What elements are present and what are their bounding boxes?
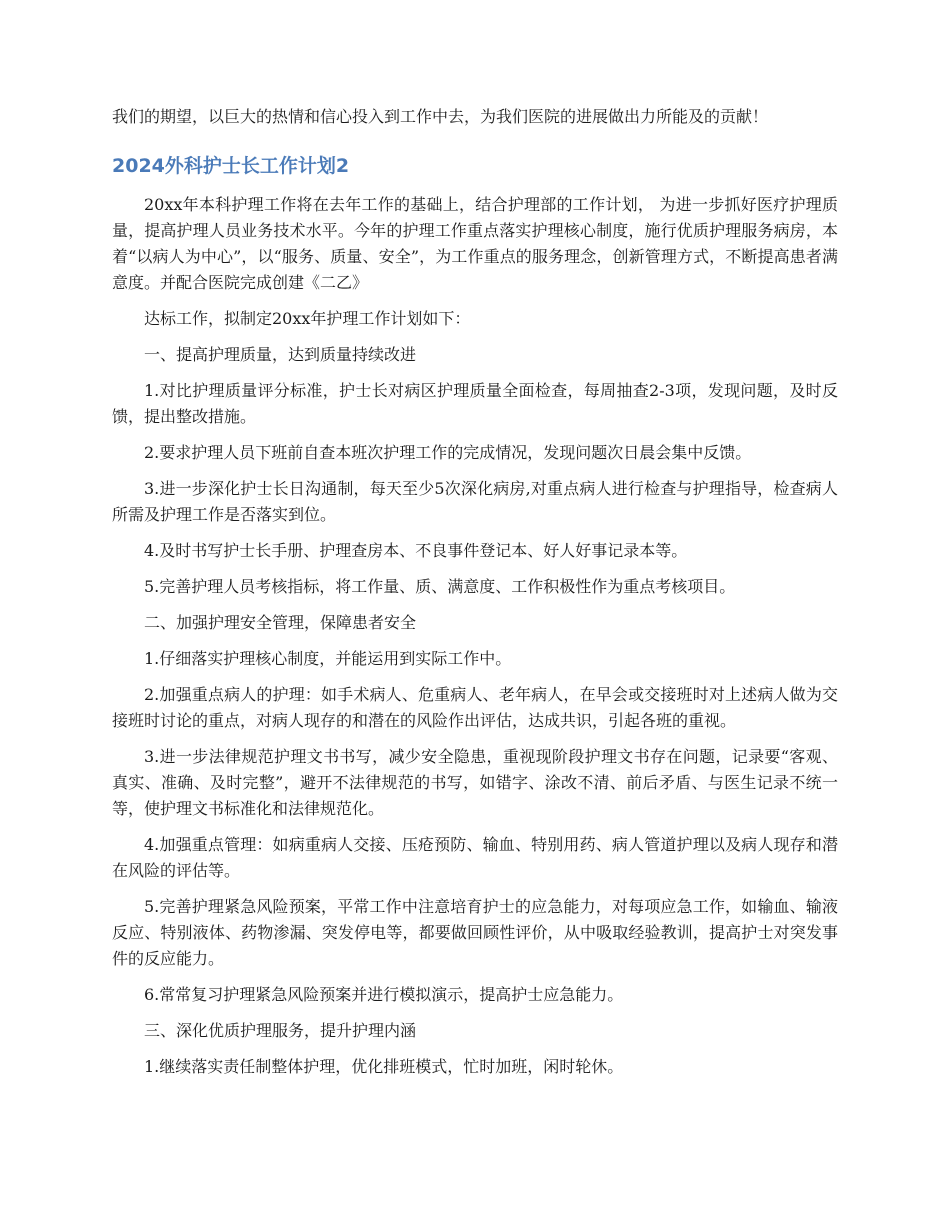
body-paragraph: 2.要求护理人员下班前自查本班次护理工作的完成情况，发现问题次日晨会集中反馈。 [144,443,752,462]
body-paragraph: 6.常常复习护理紧急风险预案并进行模拟演示，提高护士应急能力。 [144,985,624,1004]
body-paragraph: 20xx年本科护理工作将在去年工作的基础上，结合护理部的工作计划， 为进一步抓好医疗护理质量，提高护理人员业务技术水平。今年的护理工作重点落实护理核心制度，施行优质护理服务病房，本着“以病人为中心”，以“服务、质量、安全”，为工作重点的服务理念，创新管理方式，不断提高患者满意度。并配合医院完成创建《二乙》 [112,195,838,292]
document-page [112,104,838,1090]
body-paragraph: 三、深化优质护理服务，提升护理内涵 [144,1021,417,1040]
body-paragraph: 5.完善护理人员考核指标，将工作量、质、满意度、工作积极性作为重点考核项目。 [144,577,736,596]
body-paragraph: 达标工作，拟制定20xx年护理工作计划如下： [144,309,471,328]
body-paragraph: 1.对比护理质量评分标准，护士长对病区护理质量全面检查，每周抽查2-3项，发现问题，及时反馈，提出整改措施。 [112,381,838,426]
body-paragraph: 1.继续落实责任制整体护理，优化排班模式，忙时加班，闲时轮休。 [144,1057,624,1076]
body-paragraph: 一、提高护理质量，达到质量持续改进 [144,345,417,364]
body-paragraph: 3.进一步深化护士长日沟通制，每天至少5次深化病房,对重点病人进行检查与护理指导，检查病人所需及护理工作是否落实到位。 [112,479,838,524]
intro-tail-paragraph: 我们的期望，以巨大的热情和信心投入到工作中去，为我们医院的进展做出力所能及的贡献！ [112,107,769,126]
section-title: 2024外科护士长工作计划2 [112,155,350,177]
body-paragraph: 3.进一步法律规范护理文书书写，减少安全隐患，重视现阶段护理文书存在问题，记录要“客观、真实、准确、及时完整”，避开不法律规范的书写，如错字、涂改不清、前后矛盾、与医生记录不统一等，使护理文书标准化和法律规范化。 [112,747,838,818]
body-paragraph: 4.加强重点管理：如病重病人交接、压疮预防、输血、特别用药、病人管道护理以及病人现存和潜在风险的评估等。 [112,835,838,880]
body-paragraph: 二、加强护理安全管理，保障患者安全 [144,613,417,632]
body-paragraph: 5.完善护理紧急风险预案，平常工作中注意培育护士的应急能力，对每项应急工作，如输血、输液反应、特别液体、药物渗漏、突发停电等，都要做回顾性评价，从中吸取经验教训，提高护士对突发事件的反应能力。 [112,897,838,968]
body-paragraph: 2.加强重点病人的护理：如手术病人、危重病人、老年病人，在早会或交接班时对上述病人做为交接班时讨论的重点，对病人现存的和潜在的风险作出评估，达成共识，引起各班的重视。 [112,685,838,730]
body-paragraphs [112,192,838,1080]
body-paragraph: 1.仔细落实护理核心制度，并能运用到实际工作中。 [144,649,512,668]
body-paragraph: 4.及时书写护士长手册、护理查房本、不良事件登记本、好人好事记录本等。 [144,541,688,560]
